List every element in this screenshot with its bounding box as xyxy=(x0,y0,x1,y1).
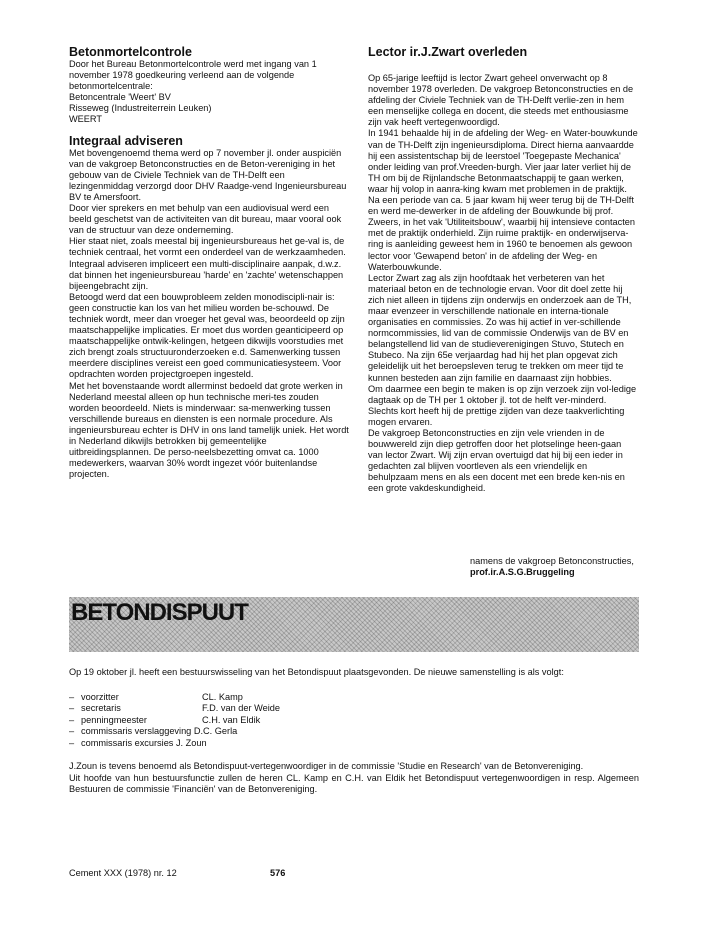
board-role: – secretaris xyxy=(69,703,202,715)
address-block xyxy=(69,92,349,125)
page-number: 576 xyxy=(270,868,286,878)
board-role: – voorzitter xyxy=(69,692,202,704)
board-member: C.H. van Eldik xyxy=(202,714,261,725)
article-paragraph: Door vier sprekers en met behulp van een audiovisual werd een beeld geschetst van de activiteiten van dit bureau, maar vooral ook van de structuur van deze onderneming. xyxy=(69,203,342,236)
article-paragraph: Om daarmee een begin te maken is op zijn verzoek zijn vol-ledige dagtaak op de TH per 1 oktober jl. tot de helft ver-minderd. Slechts kort heeft hij de prettige zijden van deze taakverlichting mogen ervaren. xyxy=(368,383,637,427)
footer-journal: Cement XXX (1978) nr. 12 xyxy=(69,868,177,878)
article-paragraph: Op 65-jarige leeftijd is lector Zwart geheel onverwacht op 8 november 1978 overleden. De vakgroep Betonconstructies en de afdeling der Civiele Techniek van de TH-Delft verlie-zen in hem een menselijke collega en docent, die steeds met enthousiasme zijn vak heeft vertegenwoordigd. xyxy=(368,73,634,128)
address-line: Betoncentrale 'Weert' BV xyxy=(69,92,171,103)
betondispuut-intro: Op 19 oktober jl. heeft een bestuurswisseling van het Betondispuut plaatsgevonden. De nieuwe samenstelling is als volgt: xyxy=(69,667,564,677)
left-column xyxy=(69,45,349,480)
board-row xyxy=(69,703,639,715)
article-paragraph: De vakgroep Betonconstructies en zijn vele vrienden in de bouwwereld zijn diep getroffen door het plotselinge heen-gaan van lector Zwart. Wij zijn ervan overtuigd dat hij bij een ieder in gedachten zal blijven voortleven als een vriendelijk en behulpzaam mens en als een docent met een brede ken-nis en een grote vakdeskundigheid. xyxy=(368,428,625,494)
board-row xyxy=(69,715,639,727)
board-row: – commissaris verslaggeving D.C. Gerla xyxy=(69,726,639,738)
right-column xyxy=(368,45,638,495)
heading-lector-overleden: Lector ir.J.Zwart overleden xyxy=(368,45,528,59)
closing-paragraph: J.Zoun is tevens benoemd als Betondispuut-vertegenwoordiger in de commissie 'Studie en Research' van de Betonvereniging. xyxy=(69,761,584,771)
closing-paragraph: Uit hoofde van hun bestuursfunctie zullen de heren CL. Kamp en C.H. van Eldik het Betondispuut vertegenwoordigen in resp. Algemeen Bestuuren de commissie 'Financiën' van de Betonvereniging. xyxy=(69,772,639,794)
signature-line: namens de vakgroep Betonconstructies, xyxy=(470,556,634,566)
banner-title: BETONDISPUUT xyxy=(71,599,248,626)
address-line: WEERT xyxy=(69,114,103,125)
board-member: F.D. van der Weide xyxy=(202,703,280,713)
article-paragraph: Hier staat niet, zoals meestal bij ingenieursbureaus het ge-val is, de techniek centraal, het vormt een onderdeel van de werkzaamheden. Integraal adviseren impliceert een multi-disciplinaire aanpak, d.w.z. dat binnen het ingenieursbureau 'harde' en 'zachte' wetenschappen bijeengebracht zijn. xyxy=(69,236,346,291)
article-paragraph: Met het bovenstaande wordt allerminst bedoeld dat grote werken in Nederland meestal alleen op hun technische meri-tes zouden worden beoordeeld. Niets is minderwaar: sa-menwerking tussen verschillende bureaus en diensten is een normale procedure. Als ingenieursbureau echter is DHV in ons land tamelijk uniek. Het wordt in Nederland dikwijls betrokken bij gemeentelijke uitbreidingsplannen. De perso-neelsbezetting omvat ca. 1000 medewerkers, waarvan 30% wordt ingezet vóór buitenlandse projecten. xyxy=(69,380,349,480)
article-paragraph: In 1941 behaalde hij in de afdeling der Weg- en Water-bouwkunde van de TH-Delft zijn ingenieursdiploma. Direct hierna aanvaardde hij een assistentschap bij de leerstoel 'Toegepaste Mechanica' onder leiding van prof.Vreeden-burgh. Vier jaar later verliet hij de TH om bij de Rijnlandsche Betonmaatschappij te gaan werken, waar hij volop in aanra-king kwam met problemen in de praktijk. Na een periode van ca. 5 jaar kwam hij weer terug bij de TH-Delft en werd me-dewerker in de afdeling der Bouwkunde bij prof. Zweers, in het vak 'Utiliteitsbouw', waarbij hij intensieve contacten met de praktijk onderhield. Zijn ruime praktijk- en onderwijserva-ring is aanleiding geweest hem in 1960 te benoemen als gewoon lector voor 'Gewapend beton' in de afdeling der Weg- en Waterbouwkunde. xyxy=(368,128,638,272)
board-row: – commissaris excursies J. Zoun xyxy=(69,738,639,750)
heading-betonmortelcontrole: Betonmortelcontrole xyxy=(69,45,192,59)
article-paragraph: Betoogd werd dat een bouwprobleem zelden monodiscipli-nair is: geen constructie kan los van het milieu worden be-schouwd. De techniek wordt, meer dan vroeger het geval was, beoordeeld op zijn maatschappelijke implicaties. Er moet dus worden geanticipeerd op maatschappelijke ontwik-kelingen, hetgeen dikwijls voorstudies met zich brengt zoals structuuronderzoeken e.d. Samenwerking tussen meerdere disciplines vereist een goed communicatiesysteem. Voor opdrachten worden projectgroepen ingesteld. xyxy=(69,291,345,380)
board-list xyxy=(69,692,639,750)
article-paragraph: Lector Zwart zag als zijn hoofdtaak het verbeteren van het materiaal beton en de technologie ervan. Voor dit doel zette hij zich niet alleen in tijdens zijn onderwijs en onderzoek aan de TH, maar evenzeer in verschillende nationale en interna-tionale organisaties en commissies. Zo was hij actief in ver-schillende normcommissies, lid van de commissie Onderwijs van de BV en belangstellend lid van de studieverenigingen Stuvo, Stutech en Stubeco. Na zijn 65e verjaardag had hij het plan opgevat zich geleidelijk uit het beroepsleven terug te trekken om meer tijd te kunnen besteden aan zijn familie en daarnaast zijn hobbies. xyxy=(368,272,632,383)
intro-paragraph: Door het Bureau Betonmortelcontrole werd met ingang van 1 november 1978 goedkeuring verleend aan de volgende betonmortelcentrale: xyxy=(69,59,317,92)
board-row xyxy=(69,692,639,704)
board-role: – penningmeester xyxy=(69,715,202,727)
betondispuut-banner xyxy=(69,597,639,652)
address-line: Risseweg (Industreiterrein Leuken) xyxy=(69,103,212,114)
signature-block xyxy=(470,556,634,578)
heading-integraal-adviseren: Integraal adviseren xyxy=(69,133,183,148)
betondispuut-section xyxy=(69,667,639,796)
signature-name: prof.ir.A.S.G.Bruggeling xyxy=(470,567,575,578)
board-member: CL. Kamp xyxy=(202,691,243,702)
article-paragraph: Met bovengenoemd thema werd op 7 november jl. onder auspiciën van de vakgroep Betonconstructies en de Beton-vereniging in het gebouw van de Civiele Techniek van de TH-Delft een lezingenmiddag verzorgd door DHV Raadge-vend Ingenieursbureau BV te Amersfoort. xyxy=(69,147,347,202)
